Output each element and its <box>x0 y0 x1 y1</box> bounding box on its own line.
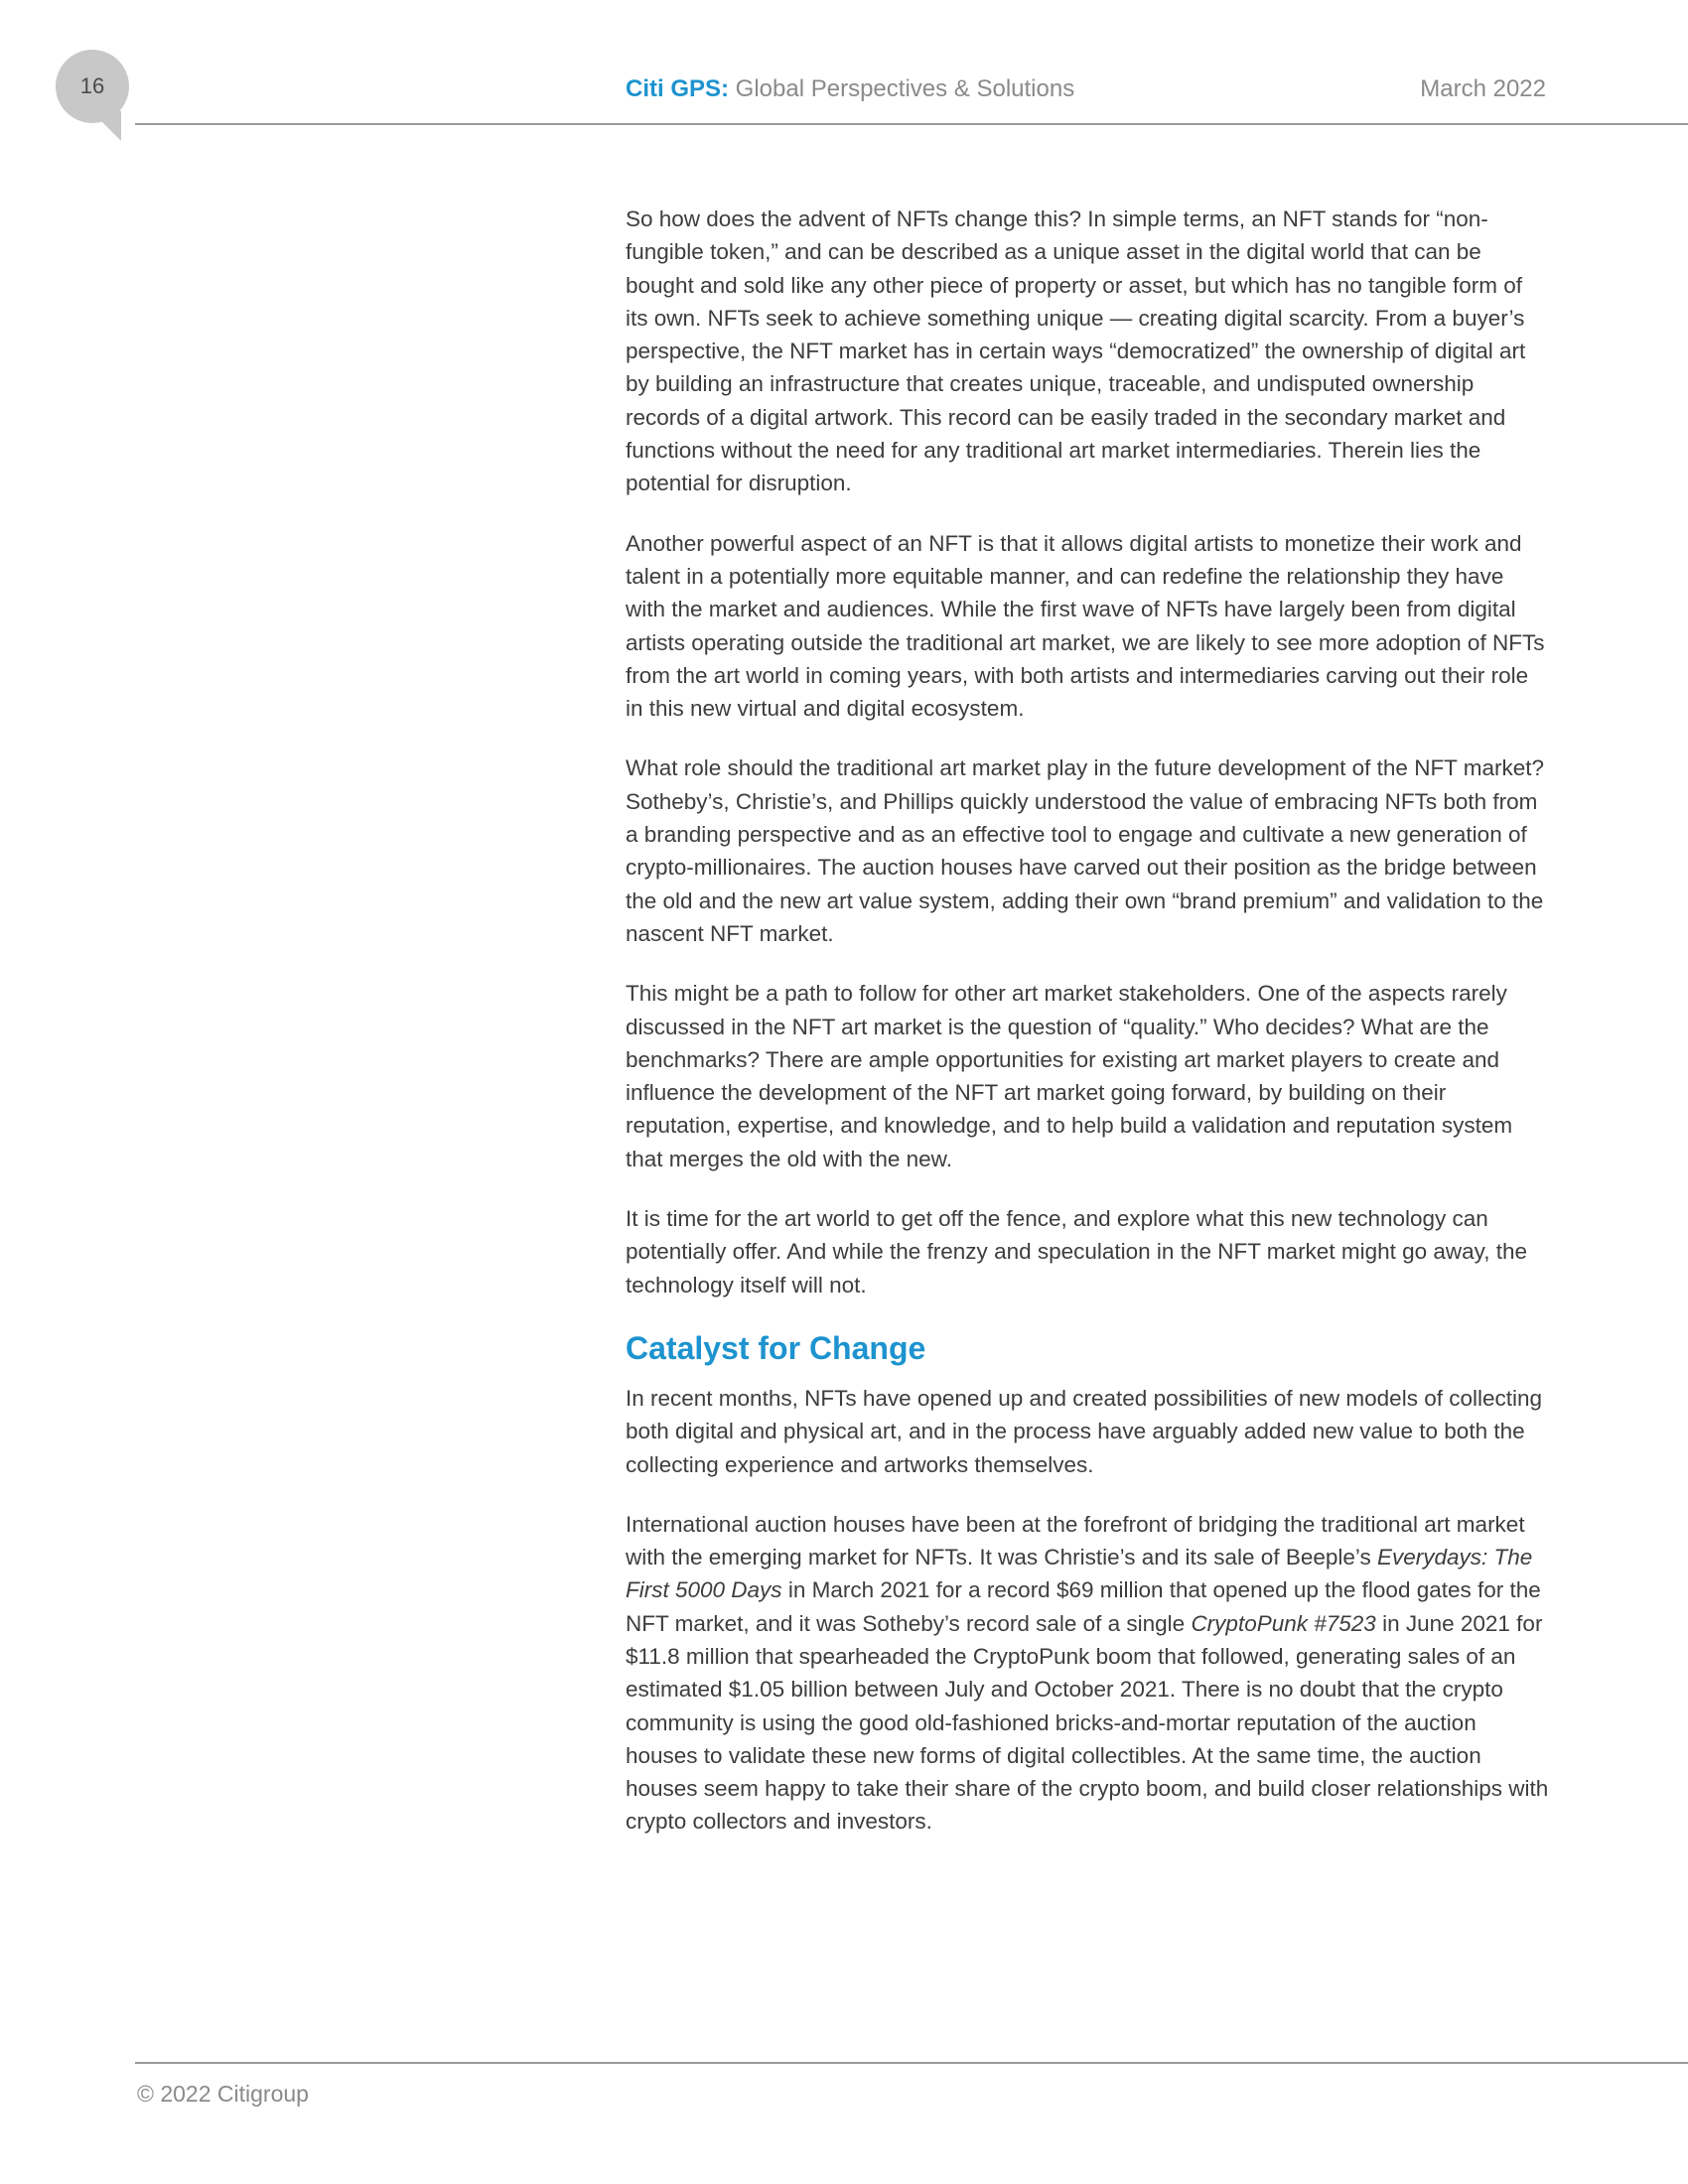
paragraph-nft-definition: So how does the advent of NFTs change this? In simple terms, an NFT stands for “non-fungible token,” and can be described as a unique asset in the digital world that can be bought and sold like any other piece of property or asset, but which has no tangible form of its own. NFTs seek to achieve something unique — creating digital scarcity. From a buyer’s perspective, the NFT market has in certain ways “democratized” the ownership of digital art by building an infrastructure that creates unique, traceable, and undisputed ownership records of a digital artwork. This record can be easily traded in the secondary market and functions without the need for any traditional art market intermediaries. Therein lies the potential for disruption. <box>626 206 1526 496</box>
brand-tagline: Global Perspectives & Solutions <box>729 75 1075 102</box>
brand-name: Citi GPS: <box>626 75 730 102</box>
paragraph-stakeholders-quality: This might be a path to follow for other art market stakeholders. One of the aspects rarely discussed in the NFT art market is the question of “quality.” Who decides? What are the benchmarks? There are ample opportunities for existing art market players to create and influence the development of the NFT art market going forward, by building on their reputation, expertise, and knowledge, and to help build a validation and reputation system that merges the old with the new. <box>626 981 1513 1171</box>
paragraph-traditional-market-role: What role should the traditional art market play in the future development of the NFT market? Sotheby’s, Christie’s, and Phillips quickly understood the value of embracing NFTs both from a branding perspective and as an effective tool to engage and cultivate a new generation of crypto-millionaires. The auction houses have carved out their position as the bridge between the old and the new art value system, adding their own “brand premium” and validation to the nascent NFT market. <box>626 755 1545 946</box>
paragraph-text: in June 2021 for $11.8 million that spearheaded the CryptoPunk boom that followed, generating sales of an estimated $1.05 billion between July and October 2021. There is no doubt that the crypto community is using the good old-fashioned bricks-and-mortar reputation of the auction houses to validate these new forms of digital collectibles. At the same time, the auction houses seem happy to take their share of the crypto boom, and build closer relationships with crypto collectors and investors. <box>626 1610 1549 1835</box>
paragraph-text: International auction houses have been at the forefront of bridging the traditional art market with the emerging market for NFTs. It was Christie’s and its sale of Beeple’s <box>626 1511 1525 1570</box>
footer-divider <box>135 2062 1688 2064</box>
article-body <box>626 203 1549 1865</box>
page-number: 16 <box>79 73 105 98</box>
section-heading: Catalyst for Change <box>626 1329 926 1366</box>
paragraph-artist-monetization: Another powerful aspect of an NFT is that it allows digital artists to monetize their work and talent in a potentially more equitable manner, and can redefine the relationship they have with the market and audiences. While the first wave of NFTs have largely been from digital artists operating outside the traditional art market, we are likely to see more adoption of NFTs from the art world in coming years, with both artists and intermediaries carving out their role in this new virtual and digital ecosystem. <box>626 530 1545 722</box>
artwork-title-everydays: Everydays: The First 5000 Days <box>626 1545 1533 1603</box>
paragraph-text: in March 2021 for a record $69 million that opened up the flood gates for the NFT market, and it was Sotheby’s record sale of a single <box>626 1577 1541 1636</box>
header-divider <box>135 123 1688 125</box>
paragraph-art-world-fence: It is time for the art world to get off the fence, and explore what this new technology can potentially offer. And while the frenzy and speculation in the NFT market might go away, the technology itself will not. <box>626 1206 1528 1297</box>
paragraph-new-models: In recent months, NFTs have opened up and created possibilities of new models of collecting both digital and physical art, and in the process have arguably added new value to both the collecting experience and artworks themselves. <box>626 1385 1543 1477</box>
artwork-title-cryptopunk: CryptoPunk #7523 <box>1191 1610 1376 1636</box>
footer-copyright: © 2022 Citigroup <box>137 2081 309 2107</box>
header-publication-title <box>626 75 1074 103</box>
header-date: March 2022 <box>1420 75 1546 102</box>
paragraph-auction-houses <box>626 1508 1549 1839</box>
